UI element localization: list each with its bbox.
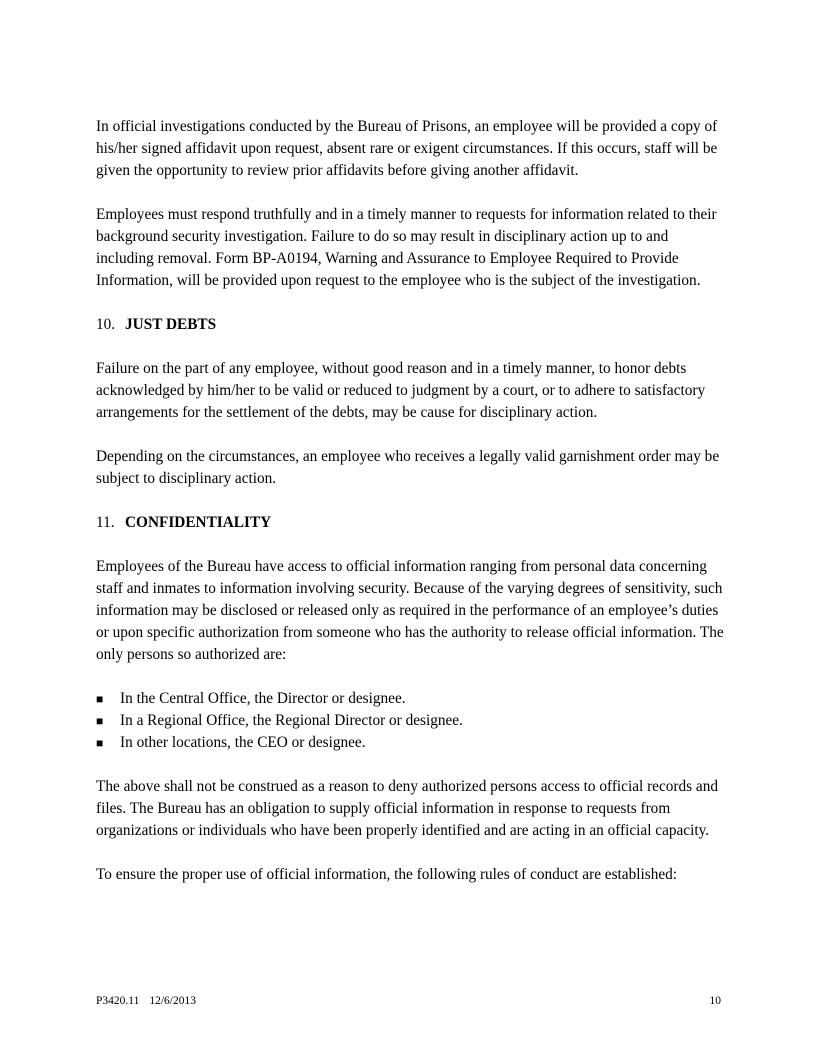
document-number: P3420.11: [96, 995, 140, 1007]
section-number: 10.: [96, 316, 116, 333]
square-bullet-icon: ■: [96, 736, 104, 750]
document-body: [96, 116, 726, 908]
list-item: [96, 710, 726, 732]
section-10-heading: [96, 314, 726, 336]
page-footer: [96, 994, 721, 1008]
list-item-text: In other locations, the CEO or designee.: [120, 734, 366, 751]
just-debts-paragraph-2: Depending on the circumstances, an employee who receives a legally valid garnishment order may be subject to disciplinary action.: [96, 448, 720, 487]
square-bullet-icon: ■: [96, 692, 104, 706]
document-id: [96, 994, 196, 1008]
page-number: 10: [709, 995, 721, 1007]
section-11-heading: [96, 512, 726, 534]
confidentiality-paragraph-1: Employees of the Bureau have access to official information ranging from personal data concerning staff and inmates to information involving security. Because of the varying degrees of sensitivity, such information may be disclosed or released only as required in the performance of an employee’s duties or upon specific authorization from someone who has the authority to release official information. The only persons so authorized are:: [96, 558, 724, 663]
section-number: 11.: [96, 514, 115, 531]
section-title: CONFIDENTIALITY: [125, 514, 272, 531]
confidentiality-paragraph-3: To ensure the proper use of official information, the following rules of conduct are established:: [96, 866, 678, 883]
document-date: 12/6/2013: [149, 995, 196, 1007]
confidentiality-paragraph-2: The above shall not be construed as a reason to deny authorized persons access to official records and files. The Bureau has an obligation to supply official information in response to requests from organizations or individuals who have been properly identified and are acting in an official capacity.: [96, 778, 718, 839]
just-debts-paragraph-1: Failure on the part of any employee, without good reason and in a timely manner, to honor debts acknowledged by him/her to be valid or reduced to judgment by a court, or to adhere to satisfactory arrangements for the settlement of the debts, may be cause for disciplinary action.: [96, 360, 706, 421]
list-item: [96, 732, 726, 754]
list-item: [96, 688, 726, 710]
security-investigation-paragraph: Employees must respond truthfully and in a timely manner to requests for information related to their background security investigation. Failure to do so may result in disciplinary action up to and including removal. Form BP-A0194, Warning and Assurance to Employee Required to Provide Information, will be provided upon request to the employee who is the subject of the investigation.: [96, 206, 717, 289]
list-item-text: In the Central Office, the Director or designee.: [120, 690, 406, 707]
affidavit-paragraph: In official investigations conducted by the Bureau of Prisons, an employee will be provided a copy of his/her signed affidavit upon request, absent rare or exigent circumstances. If this occurs, staff will be given the opportunity to review prior affidavits before giving another affidavit.: [96, 118, 718, 179]
authorized-persons-list: [96, 688, 726, 754]
section-title: JUST DEBTS: [125, 316, 217, 333]
list-item-text: In a Regional Office, the Regional Director or designee.: [120, 712, 463, 729]
square-bullet-icon: ■: [96, 714, 104, 728]
